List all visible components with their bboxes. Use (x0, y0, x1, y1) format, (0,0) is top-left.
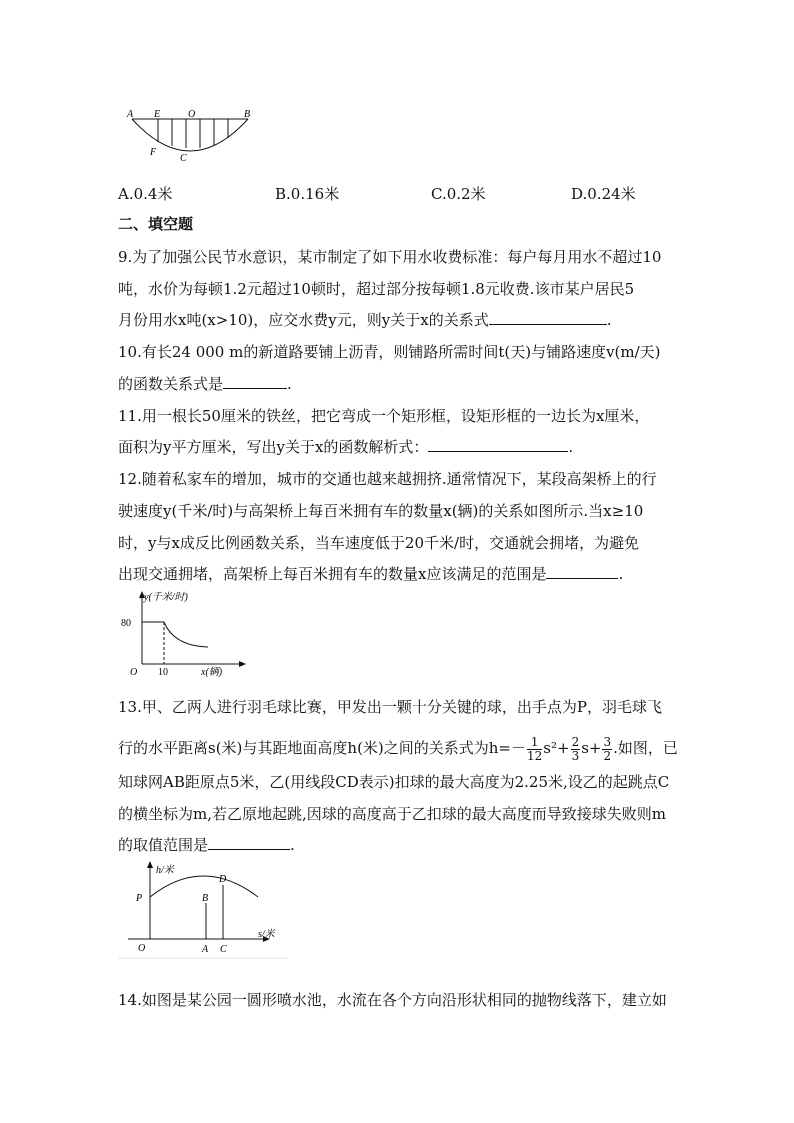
q13-line-5 (118, 835, 295, 855)
frac2-num: 2 (571, 734, 580, 749)
q9-line-1: 9.为了加强公民节水意识，某市制定了如下用水收费标准：每户每月用水不超过10 (118, 248, 662, 266)
q9-line-2: 吨，水价为每顿1.2元超过10顿时，超过部分按每顿1.8元收费.该市某户居民5 (118, 280, 635, 298)
arc-figure (120, 105, 260, 165)
q9-line-3 (118, 310, 611, 330)
section-title: 二、填空题 (118, 215, 194, 233)
q10-answer-blank[interactable] (223, 374, 287, 389)
q11-line-2 (118, 437, 573, 457)
frac3-num: 3 (603, 734, 612, 749)
fig12-xlabel: x(辆) (201, 667, 223, 678)
frac1-num: 1 (527, 736, 542, 750)
q13-line-3: 知球网AB距原点5米，乙(用线段CD表示)扣球的最大高度为2.25米,设乙的起跳点C (118, 773, 670, 791)
q11-period: . (568, 438, 574, 456)
label-A: A (127, 109, 134, 120)
q12-line-4-text: 出现交通拥堵，高架桥上每百米拥有车的数量x应该满足的范围是 (118, 565, 547, 583)
option-c: C.0.2米 (431, 185, 486, 203)
q10-line-2 (118, 374, 292, 394)
option-a: A.0.4米 (118, 185, 173, 203)
fig13-P: P (136, 893, 143, 904)
fig12-origin: O (130, 667, 138, 678)
label-C: C (180, 153, 187, 164)
q13-s2: s²+ (543, 739, 570, 757)
q12-line-3: 时，y与x成反比例函数关系，当车速度低于20千米/时，交通就会拥堵，为避免 (118, 534, 640, 552)
q13-period: . (290, 836, 295, 854)
q14-line-1: 14.如图是某公园一圆形喷水池，水流在各个方向沿形状相同的抛物线落下，建立如 (118, 991, 667, 1009)
q9-period: . (606, 311, 612, 329)
q12-line-2: 驶速度y(千米/时)与高架桥上每百米拥有车的数量x(辆)的关系如图所示.当x≥10 (118, 502, 644, 520)
q10-line-2-text: 的函数关系式是 (118, 375, 224, 393)
fig12-x10: 10 (158, 667, 168, 678)
q11-answer-blank[interactable] (428, 437, 568, 452)
q11-line-1: 11.用一根长50厘米的铁丝，把它弯成一个矩形框，设矩形框的一边长为x厘米， (118, 407, 650, 425)
trajectory-graph (118, 857, 290, 959)
fig13-A: A (202, 944, 209, 955)
option-d: D.0.24米 (571, 185, 636, 203)
frac2-den: 3 (571, 748, 580, 763)
label-B: B (244, 109, 251, 120)
q10-period: . (287, 375, 292, 393)
fraction-1-12 (527, 736, 542, 763)
q13-line-1: 13.甲、乙两人进行羽毛球比赛，甲发出一颗十分关键的球，出手点为P，羽毛球飞 (118, 698, 662, 716)
q9-answer-blank[interactable] (489, 310, 607, 325)
q13-line-2-pre: 行的水平距离s(米)与其距地面高度h(米)之间的关系式为h=－ (118, 739, 526, 757)
fig13-O: O (138, 943, 146, 954)
fig12-ylabel: y(千米/时) (144, 592, 188, 603)
q12-answer-blank[interactable] (546, 564, 618, 579)
q13-line-4: 的横坐标为m,若乙原地起跳,因球的高度高于乙扣球的最大高度而导致接球失败则m (118, 805, 666, 823)
q9-line-3-text: 月份用水x吨(x>10)，应交水费y元，则y关于x的关系式 (118, 311, 489, 329)
fig13-hlabel: h/米 (156, 865, 174, 876)
fig13-slabel: s/米 (258, 929, 275, 940)
label-F: F (150, 147, 157, 158)
q10-line-1: 10.有长24 000 m的新道路要铺上沥青，则铺路所需时间t(天)与铺路速度v(m/天) (118, 343, 661, 361)
q12-line-1: 12.随着私家车的增加，城市的交通也越来越拥挤.通常情况下，某段高架桥上的行 (118, 470, 657, 488)
label-O: O (188, 109, 196, 120)
q12-line-4 (118, 564, 623, 584)
q13-line-2-post: .如图，已 (613, 739, 678, 757)
speed-graph (118, 588, 248, 680)
frac1-den: 12 (527, 748, 543, 763)
label-E: E (154, 109, 161, 120)
fig13-C: C (220, 944, 227, 955)
fraction-3-2 (602, 736, 612, 763)
fraction-2-3 (571, 736, 581, 763)
fig13-D: D (219, 874, 227, 885)
q13-s-plus: s+ (581, 739, 602, 757)
q11-line-2-text: 面积为y平方厘米，写出y关于x的函数解析式： (118, 438, 429, 456)
q13-answer-blank[interactable] (208, 835, 290, 850)
q13-line-2 (118, 728, 678, 768)
option-b: B.0.16米 (275, 185, 340, 203)
fig13-B: B (202, 893, 209, 904)
fig12-y80: 80 (121, 618, 131, 629)
q13-line-5-text: 的取值范围是 (118, 836, 209, 854)
q12-period: . (618, 565, 624, 583)
frac3-den: 2 (603, 748, 612, 763)
